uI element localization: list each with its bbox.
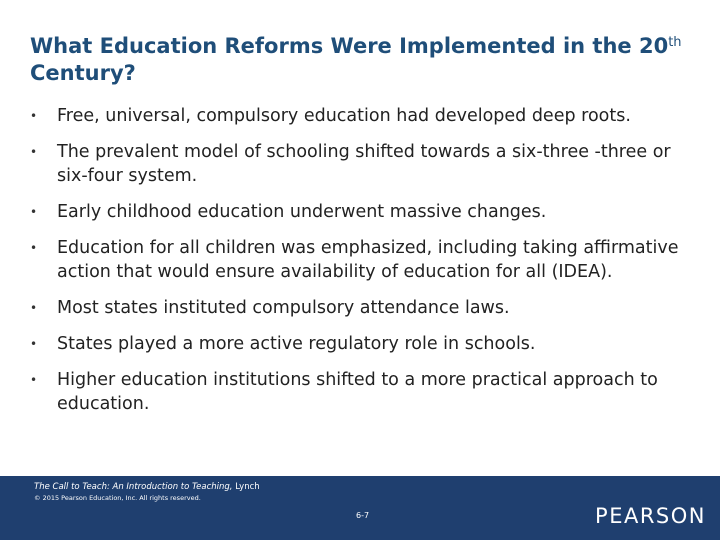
bullet-item [30,200,690,224]
title-end: Century? [30,61,136,85]
footer-citation [34,481,314,493]
bullet-text: The prevalent model of schooling shifted towards a six-three -three or six-four system. [57,142,671,186]
book-author: Lynch [232,482,260,492]
bullet-text: Early childhood education underwent massive changes. [57,202,547,222]
bullet-text: States played a more active regulatory role in schools. [57,334,536,354]
bullet-text: Most states instituted compulsory attendance laws. [57,298,510,318]
book-title: The Call to Teach: An Introduction to Teaching, [34,482,233,492]
pearson-logo: PEARSON [595,504,706,528]
footer-bar [0,476,720,540]
bullet-dot-icon: • [30,301,38,315]
bullet-text: Free, universal, compulsory education had developed deep roots. [57,106,631,126]
bullet-dot-icon: • [30,205,38,219]
bullet-text: Higher education institutions shifted to a more practical approach to education. [57,370,658,414]
title-main: What Education Reforms Were Implemented in the 20 [30,34,669,58]
bullet-item [30,332,690,356]
footer-copyright: © 2015 Pearson Education, Inc. All rights reserved. [34,494,201,502]
bullet-item [30,140,690,188]
bullet-item [30,296,690,320]
bullet-dot-icon: • [30,145,38,159]
bullet-dot-icon: • [30,109,38,123]
bullet-item [30,368,690,416]
bullet-text: Education for all children was emphasized, including taking affirmative action that would ensure availability of education for all (IDEA). [57,238,679,282]
bullet-item [30,104,690,128]
bullet-item [30,236,690,284]
bullet-dot-icon: • [30,337,38,351]
page-number: 6-7 [356,511,370,520]
bullet-list [30,104,690,428]
title-superscript: th [668,35,682,50]
bullet-dot-icon: • [30,373,38,387]
bullet-dot-icon: • [30,241,38,255]
slide-title [30,33,690,87]
